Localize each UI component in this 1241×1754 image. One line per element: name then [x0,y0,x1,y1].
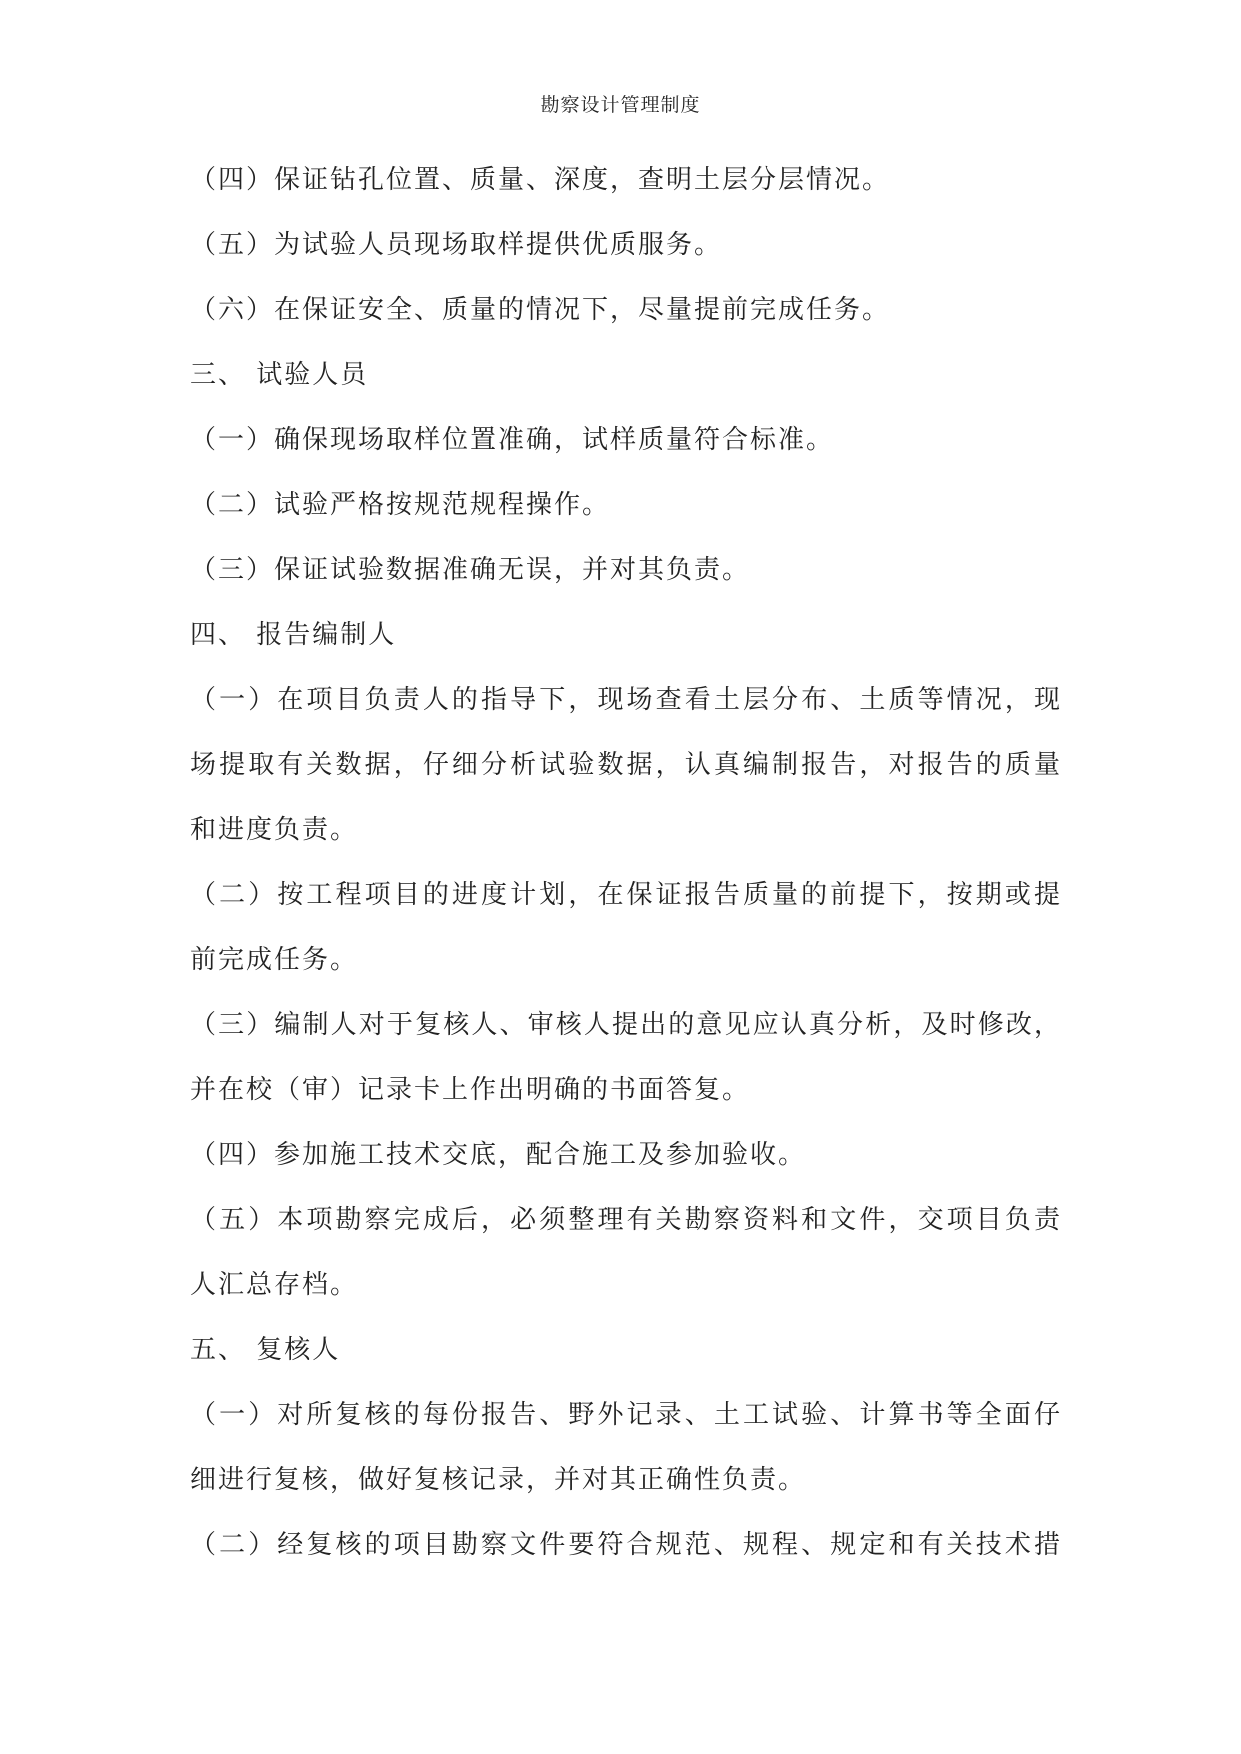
text-line: 前完成任务。 [190,945,359,975]
text-line: （六）在保证安全、质量的情况下，尽量提前完成任务。 [190,295,891,325]
text-line: （五）本项勘察完成后，必须整理有关勘察资料和文件，交项目负责 [190,1205,1060,1235]
text-line: 和进度负责。 [190,815,359,845]
text-line: （二）按工程项目的进度计划，在保证报告质量的前提下，按期或提 [190,880,1060,910]
text-line: 人汇总存档。 [190,1270,359,1300]
text-line: （三）保证试验数据准确无误，并对其负责。 [190,555,751,585]
text-line: （一）对所复核的每份报告、野外记录、土工试验、计算书等全面仔 [190,1400,1060,1430]
text-line: （四）参加施工技术交底，配合施工及参加验收。 [190,1140,807,1170]
text-line: 并在校（审）记录卡上作出明确的书面答复。 [190,1075,751,1105]
text-line: （二）试验严格按规范规程操作。 [190,490,611,520]
page-header-title: 勘察设计管理制度 [540,94,701,116]
text-line: （五）为试验人员现场取样提供优质服务。 [190,230,723,260]
text-line: 场提取有关数据，仔细分析试验数据，认真编制报告，对报告的质量 [190,750,1060,780]
text-line: （二）经复核的项目勘察文件要符合规范、规程、规定和有关技术措 [190,1530,1060,1560]
text-line: 细进行复核，做好复核记录，并对其正确性负责。 [190,1465,807,1495]
text-line: （三）编制人对于复核人、审核人提出的意见应认真分析，及时修改， [190,1010,1060,1040]
document-body [190,160,1060,1590]
text-line: （一）确保现场取样位置准确，试样质量符合标准。 [190,425,835,455]
text-line: （一）在项目负责人的指导下，现场查看土层分布、土质等情况，现 [190,685,1060,715]
text-line: （四）保证钻孔位置、质量、深度，查明土层分层情况。 [190,165,891,195]
section-heading-5: 五、 复核人 [190,1335,341,1365]
section-heading-3: 三、 试验人员 [190,360,369,390]
section-heading-4: 四、 报告编制人 [190,620,397,650]
